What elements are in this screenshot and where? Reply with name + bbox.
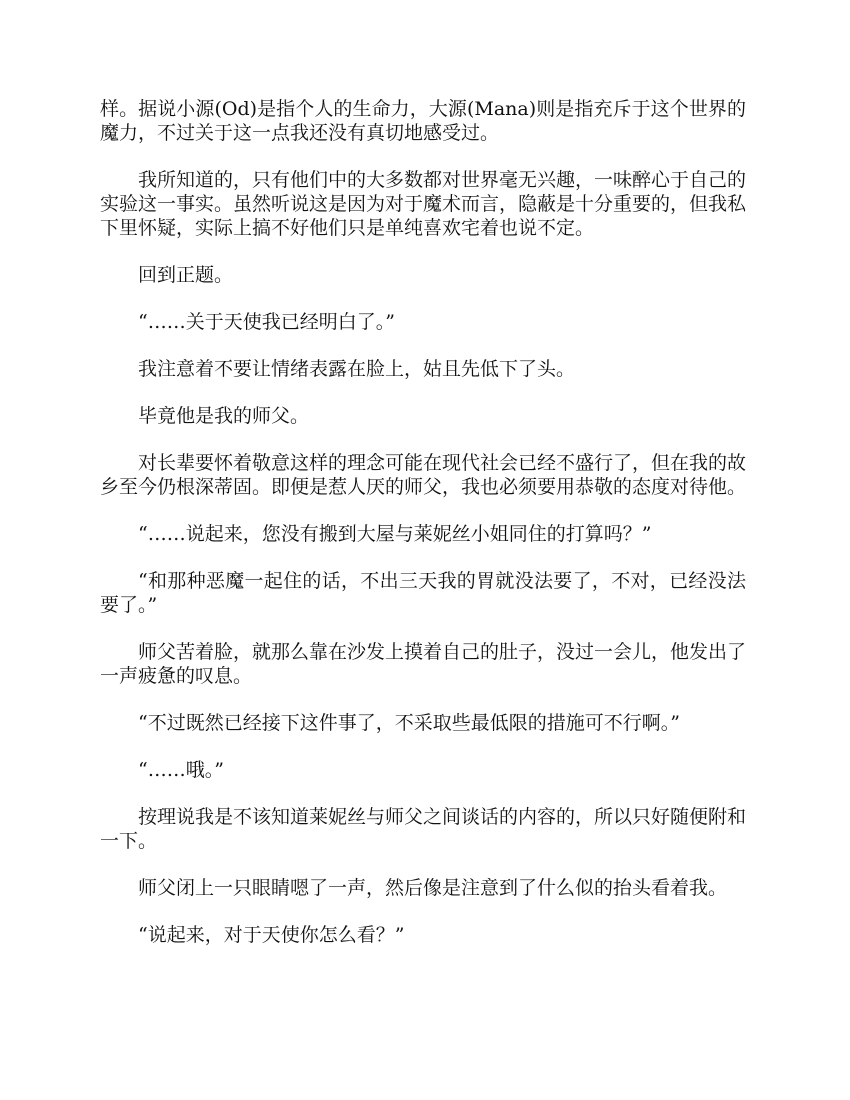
dialogue-line: “说起来，对于天使你怎么看？”: [138, 924, 405, 946]
paragraph: 师父苦着脸，就那么靠在沙发上摸着自己的肚子，没过一会儿，他发出了一声疲惫的叹息。: [100, 641, 747, 687]
dialogue-line: “不过既然已经接下这件事了，不采取些最低限的措施可不行啊。”: [138, 712, 680, 734]
paragraph-continuation: 样。据说小源(Od)是指个人的生命力，大源(Mana)则是指充斥于这个世界的魔力，不过关于这一点我还没有真切地感受过。: [100, 98, 746, 144]
document-body: [100, 97, 746, 970]
dialogue-line: “……哦。”: [138, 759, 224, 781]
paragraph: 回到正题。: [138, 264, 234, 286]
dialogue-line: “……关于天使我已经明白了。”: [138, 311, 395, 333]
paragraph: 毕竟他是我的师父。: [138, 405, 310, 427]
paragraph: 师父闭上一只眼睛嗯了一声，然后像是注意到了什么似的抬头看着我。: [138, 877, 728, 899]
paragraph: 按理说我是不该知道莱妮丝与师父之间谈话的内容的，所以只好随便附和一下。: [100, 806, 747, 852]
dialogue-line: “和那种恶魔一起住的话，不出三天我的胃就没法要了，不对，已经没法要了。”: [100, 570, 746, 616]
dialogue-line: “……说起来，您没有搬到大屋与莱妮丝小姐同住的打算吗？”: [138, 523, 652, 545]
paragraph: 对长辈要怀着敬意这样的理念可能在现代社会已经不盛行了，但在我的故乡至今仍根深蒂固。即便是惹人厌的师父，我也必须要用恭敬的态度对待他。: [100, 452, 747, 498]
paragraph: 我注意着不要让情绪表露在脸上，姑且先低下了头。: [138, 358, 576, 380]
paragraph: 我所知道的，只有他们中的大多数都对世界毫无兴趣，一味醉心于自己的实验这一事实。虽然听说这是因为对于魔术而言，隐蔽是十分重要的，但我私下里怀疑，实际上搞不好他们只是单纯喜欢宅着也说不定。: [100, 169, 747, 239]
